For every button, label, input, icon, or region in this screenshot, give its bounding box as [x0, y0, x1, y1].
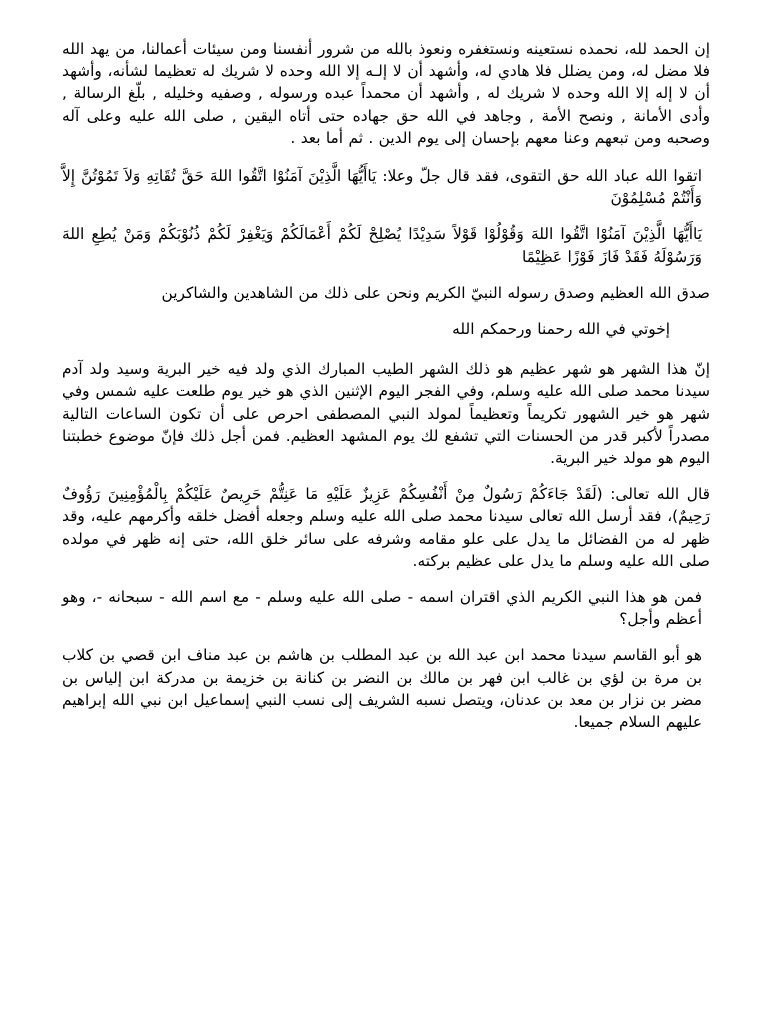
blessed-month-paragraph: إنّ هذا الشهر هو شهر عظيم هو ذلك الشهر الطيب المبارك الذي ولد فيه خير البرية وسيد ولد آدم سيدنا محمد صلى الله عليه وسلم، وفي الفجر اليوم الإثنين الذي هو خير يوم طلعت عليه شمس وفي شهر هو خير الشهور تكريماً وتعظيماً لمولد النبي المصطفى احرص على أن تكون الساعات التالية مصدراً لأكبر قدر من الحسنات التي تشفع لك يوم المشهد العظيم. فمن أجل ذلك فإنّ موضوع خطبتنا اليوم هو مولد خير البرية.	[62, 360, 710, 468]
brothers-greeting-paragraph: إخوتي في الله رحمنا ورحمكم الله	[452, 320, 670, 339]
lineage-paragraph: هو أبو القاسم سيدنا محمد ابن عبد الله بن عبد المطلب بن هاشم بن عبد مناف ابن قصي بن كلاب بن مرة بن لؤي بن غالب ابن فهر بن مالك بن النضر بن كنانة بن خزيمة بن مدركة ابن إلياس بن مضر بن نزار بن معد بن عدنان، ويتصل نسبه الشريف إلى نسب النبي إسماعيل ابن نبي الله إبراهيم عليهم السلام جميعا.	[62, 646, 702, 732]
question-paragraph: فمن هو هذا النبي الكريم الذي اقتران اسمه - صلى الله عليه وسلم - مع اسم الله - سبحانه -، وهو أعظم وأجل؟	[62, 588, 702, 629]
sadaqa-allah-paragraph: صدق الله العظيم وصدق رسوله النبيّ الكريم ونحن على ذلك من الشاهدين والشاكرين	[161, 283, 710, 302]
opening-praise-paragraph: إن الحمد لله، نحمده نستعينه ونستغفره ونعوذ بالله من شرور أنفسنا ومن سيئات أعمالنا، من يهد الله فلا مضل له، ومن يضلل فلا هادي له، وأشهد أن لا إلـه إلا الله وحده لا شريك له تعظيما لشأنه، وأشهد أن لا إله إلا الله وحده لا شريك له , وأشهد أن محمداً عبده ورسوله , وصفيه وخليله , بلّغ الرسالة , وأدى الأمانة , ونصح الأمة , وجاهد في الله حق جهاده حتى أتاه اليقين , صلى الله عليه وعلى آله وصحبه ومن تبعهم وعنا معهم بإحسان إلى يوم الدين . ثم أما بعد .	[62, 40, 710, 147]
qawlan-sadida-verse-paragraph: يَاأَيُّهَا الَّذِيْنَ آمَنُوْا اتَّقُوا اللهَ وَقُوْلُوْا قَوْلاً سَدِيْدًا يُصْلِحْ لَكُمْ أَعْمَالَكُمْ وَيَغْفِرْ لَكُمْ ذُنُوْبَكُمْ وَمَنْ يُطِعِ اللهَ وَرَسُوْلَهُ فَقَدْ فَازَ فَوْزًا عَظِيْمًا	[62, 225, 702, 266]
taqwa-verse-paragraph: اتقوا الله عباد الله حق التقوى، فقد قال جلّ وعلا: يَاأَيُّهَا الَّذِيْنَ آمَنُوْا اتَّقُوا اللهَ حَقَّ تُقَاتِهِ وَلاَ تَمُوْتُنَّ إِلاَّ وَأَنْتُمْ مُسْلِمُوْنَ	[62, 167, 702, 208]
laqad-jaakum-paragraph: قال الله تعالى: (لَقَدْ جَاءَكُمْ رَسُولٌ مِنْ أَنْفُسِكُمْ عَزِيزٌ عَلَيْهِ مَا عَنِتُّمْ حَرِيصٌ عَلَيْكُمْ بِالْمُؤْمِنِينَ رَؤُوفٌ رَحِيمٌ)، فقد أرسل الله تعالى سيدنا محمد صلى الله عليه وسلم وجعله أفضل خلقه وأكرمهم عليه، وقد ظهر له من الفضائل ما يدل على علو مقامه وشرفه على سائر خلق الله، حتى إنه ظهر في مولده صلى الله عليه وسلم ما يدل على عظيم بركته.	[62, 485, 710, 570]
